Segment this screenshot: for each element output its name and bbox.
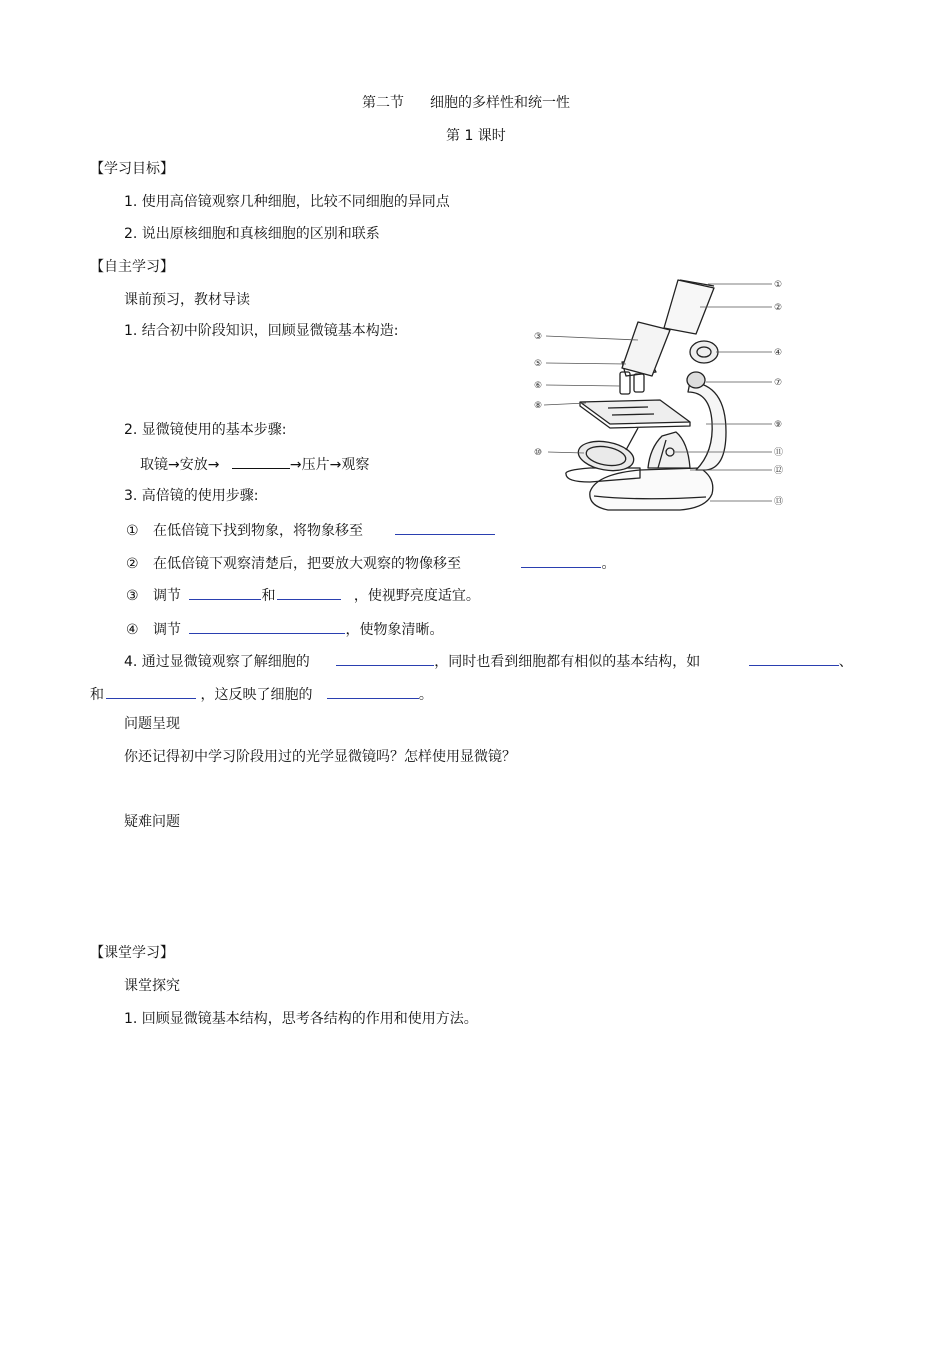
q3-item-4-suffix: ，使物象清晰。 xyxy=(345,622,444,638)
q4-blank-1[interactable] xyxy=(336,650,434,666)
q3-item-4-text: 调节 xyxy=(153,622,182,638)
question-3: 3. 高倍镜的使用步骤: xyxy=(124,488,259,504)
self-study-heading: 【自主学习】 xyxy=(90,259,174,275)
objective-item-1: 1. 使用高倍镜观察几种细胞，比较不同细胞的异同点 xyxy=(124,194,450,210)
diagram-label-8: ⑧ xyxy=(534,401,543,411)
diagram-label-7: ⑦ xyxy=(774,378,783,388)
diagram-label-10: ⑩ xyxy=(534,448,543,458)
q3-item-2-blank[interactable] xyxy=(521,552,601,568)
question-4-line-1 xyxy=(124,650,853,671)
q3-item-3-text: 调节 xyxy=(153,588,182,604)
q3-item-3 xyxy=(126,584,480,605)
q3-item-3-number: ③ xyxy=(126,588,139,604)
q4-blank-2[interactable] xyxy=(749,650,839,666)
diagram-label-1: ① xyxy=(774,280,783,290)
diagram-label-9: ⑨ xyxy=(774,420,783,430)
diagram-label-12: ⑫ xyxy=(774,466,784,476)
diagram-label-5: ⑤ xyxy=(534,359,543,369)
q3-item-1-number: ① xyxy=(126,523,139,539)
q4-part-c: 、 xyxy=(838,654,853,670)
q3-item-3-suffix: ，使视野亮度适宜。 xyxy=(353,588,480,604)
q4-part-f: 。 xyxy=(418,687,433,703)
steps-blank[interactable] xyxy=(232,453,290,469)
question-2: 2. 显微镜使用的基本步骤: xyxy=(124,422,287,438)
diagram-label-6: ⑥ xyxy=(534,381,543,391)
q4-part-b: ，同时也看到细胞都有相似的基本结构，如 xyxy=(434,654,701,670)
q3-item-1 xyxy=(126,519,495,540)
q3-item-3-blank-1[interactable] xyxy=(189,584,261,600)
q3-item-4-blank[interactable] xyxy=(189,618,345,634)
q3-item-1-blank[interactable] xyxy=(395,519,495,535)
classroom-heading: 【课堂学习】 xyxy=(90,945,174,961)
question-4-line-2 xyxy=(90,683,433,704)
q3-item-2-text: 在低倍镜下观察清楚后，把要放大观察的物像移至 xyxy=(153,556,462,572)
diagram-label-11: ⑪ xyxy=(774,448,784,458)
diagram-label-13: ⑬ xyxy=(774,497,784,507)
q3-item-2 xyxy=(126,552,615,573)
problem-heading: 问题呈现 xyxy=(124,716,180,732)
diagram-label-2: ② xyxy=(774,303,783,313)
page-title: 细胞的多样性和统一性 xyxy=(430,95,570,111)
self-study-intro: 课前预习，教材导读 xyxy=(124,292,250,308)
q4-part-d: 和 xyxy=(90,687,104,703)
diagram-label-3: ③ xyxy=(534,332,543,342)
problem-text: 你还记得初中学习阶段用过的光学显微镜吗？怎样使用显微镜？ xyxy=(124,749,516,765)
lesson-period: 第 1 课时 xyxy=(446,128,506,144)
q4-blank-3[interactable] xyxy=(106,683,196,699)
q3-item-2-suffix: 。 xyxy=(601,556,616,572)
q3-item-2-number: ② xyxy=(126,556,139,572)
difficulty-heading: 疑难问题 xyxy=(124,814,180,830)
diagram-label-4: ④ xyxy=(774,348,783,358)
q3-item-3-mid: 和 xyxy=(261,588,276,604)
q3-item-4 xyxy=(126,618,443,639)
steps-part-a: 取镜→安放→ xyxy=(140,457,220,473)
classroom-question-1: 1. 回顾显微镜基本结构，思考各结构的作用和使用方法。 xyxy=(124,1011,478,1027)
q3-item-3-blank-2[interactable] xyxy=(277,584,341,600)
section-number: 第二节 xyxy=(362,95,404,111)
q4-part-a: 4. 通过显微镜观察了解细胞的 xyxy=(124,654,310,670)
question-1: 1. 结合初中阶段知识，回顾显微镜基本构造: xyxy=(124,323,399,339)
q3-item-4-number: ④ xyxy=(126,622,139,638)
q3-item-1-text: 在低倍镜下找到物象，将物象移至 xyxy=(153,523,364,539)
q4-part-e: ，这反映了细胞的 xyxy=(200,687,313,703)
objectives-heading: 【学习目标】 xyxy=(90,161,174,177)
question-2-steps xyxy=(140,453,369,474)
steps-part-b: →压片→观察 xyxy=(289,457,370,473)
objective-item-2: 2. 说出原核细胞和真核细胞的区别和联系 xyxy=(124,226,380,242)
q4-blank-4[interactable] xyxy=(327,683,419,699)
microscope-diagram xyxy=(530,272,795,522)
classroom-intro: 课堂探究 xyxy=(124,978,180,994)
